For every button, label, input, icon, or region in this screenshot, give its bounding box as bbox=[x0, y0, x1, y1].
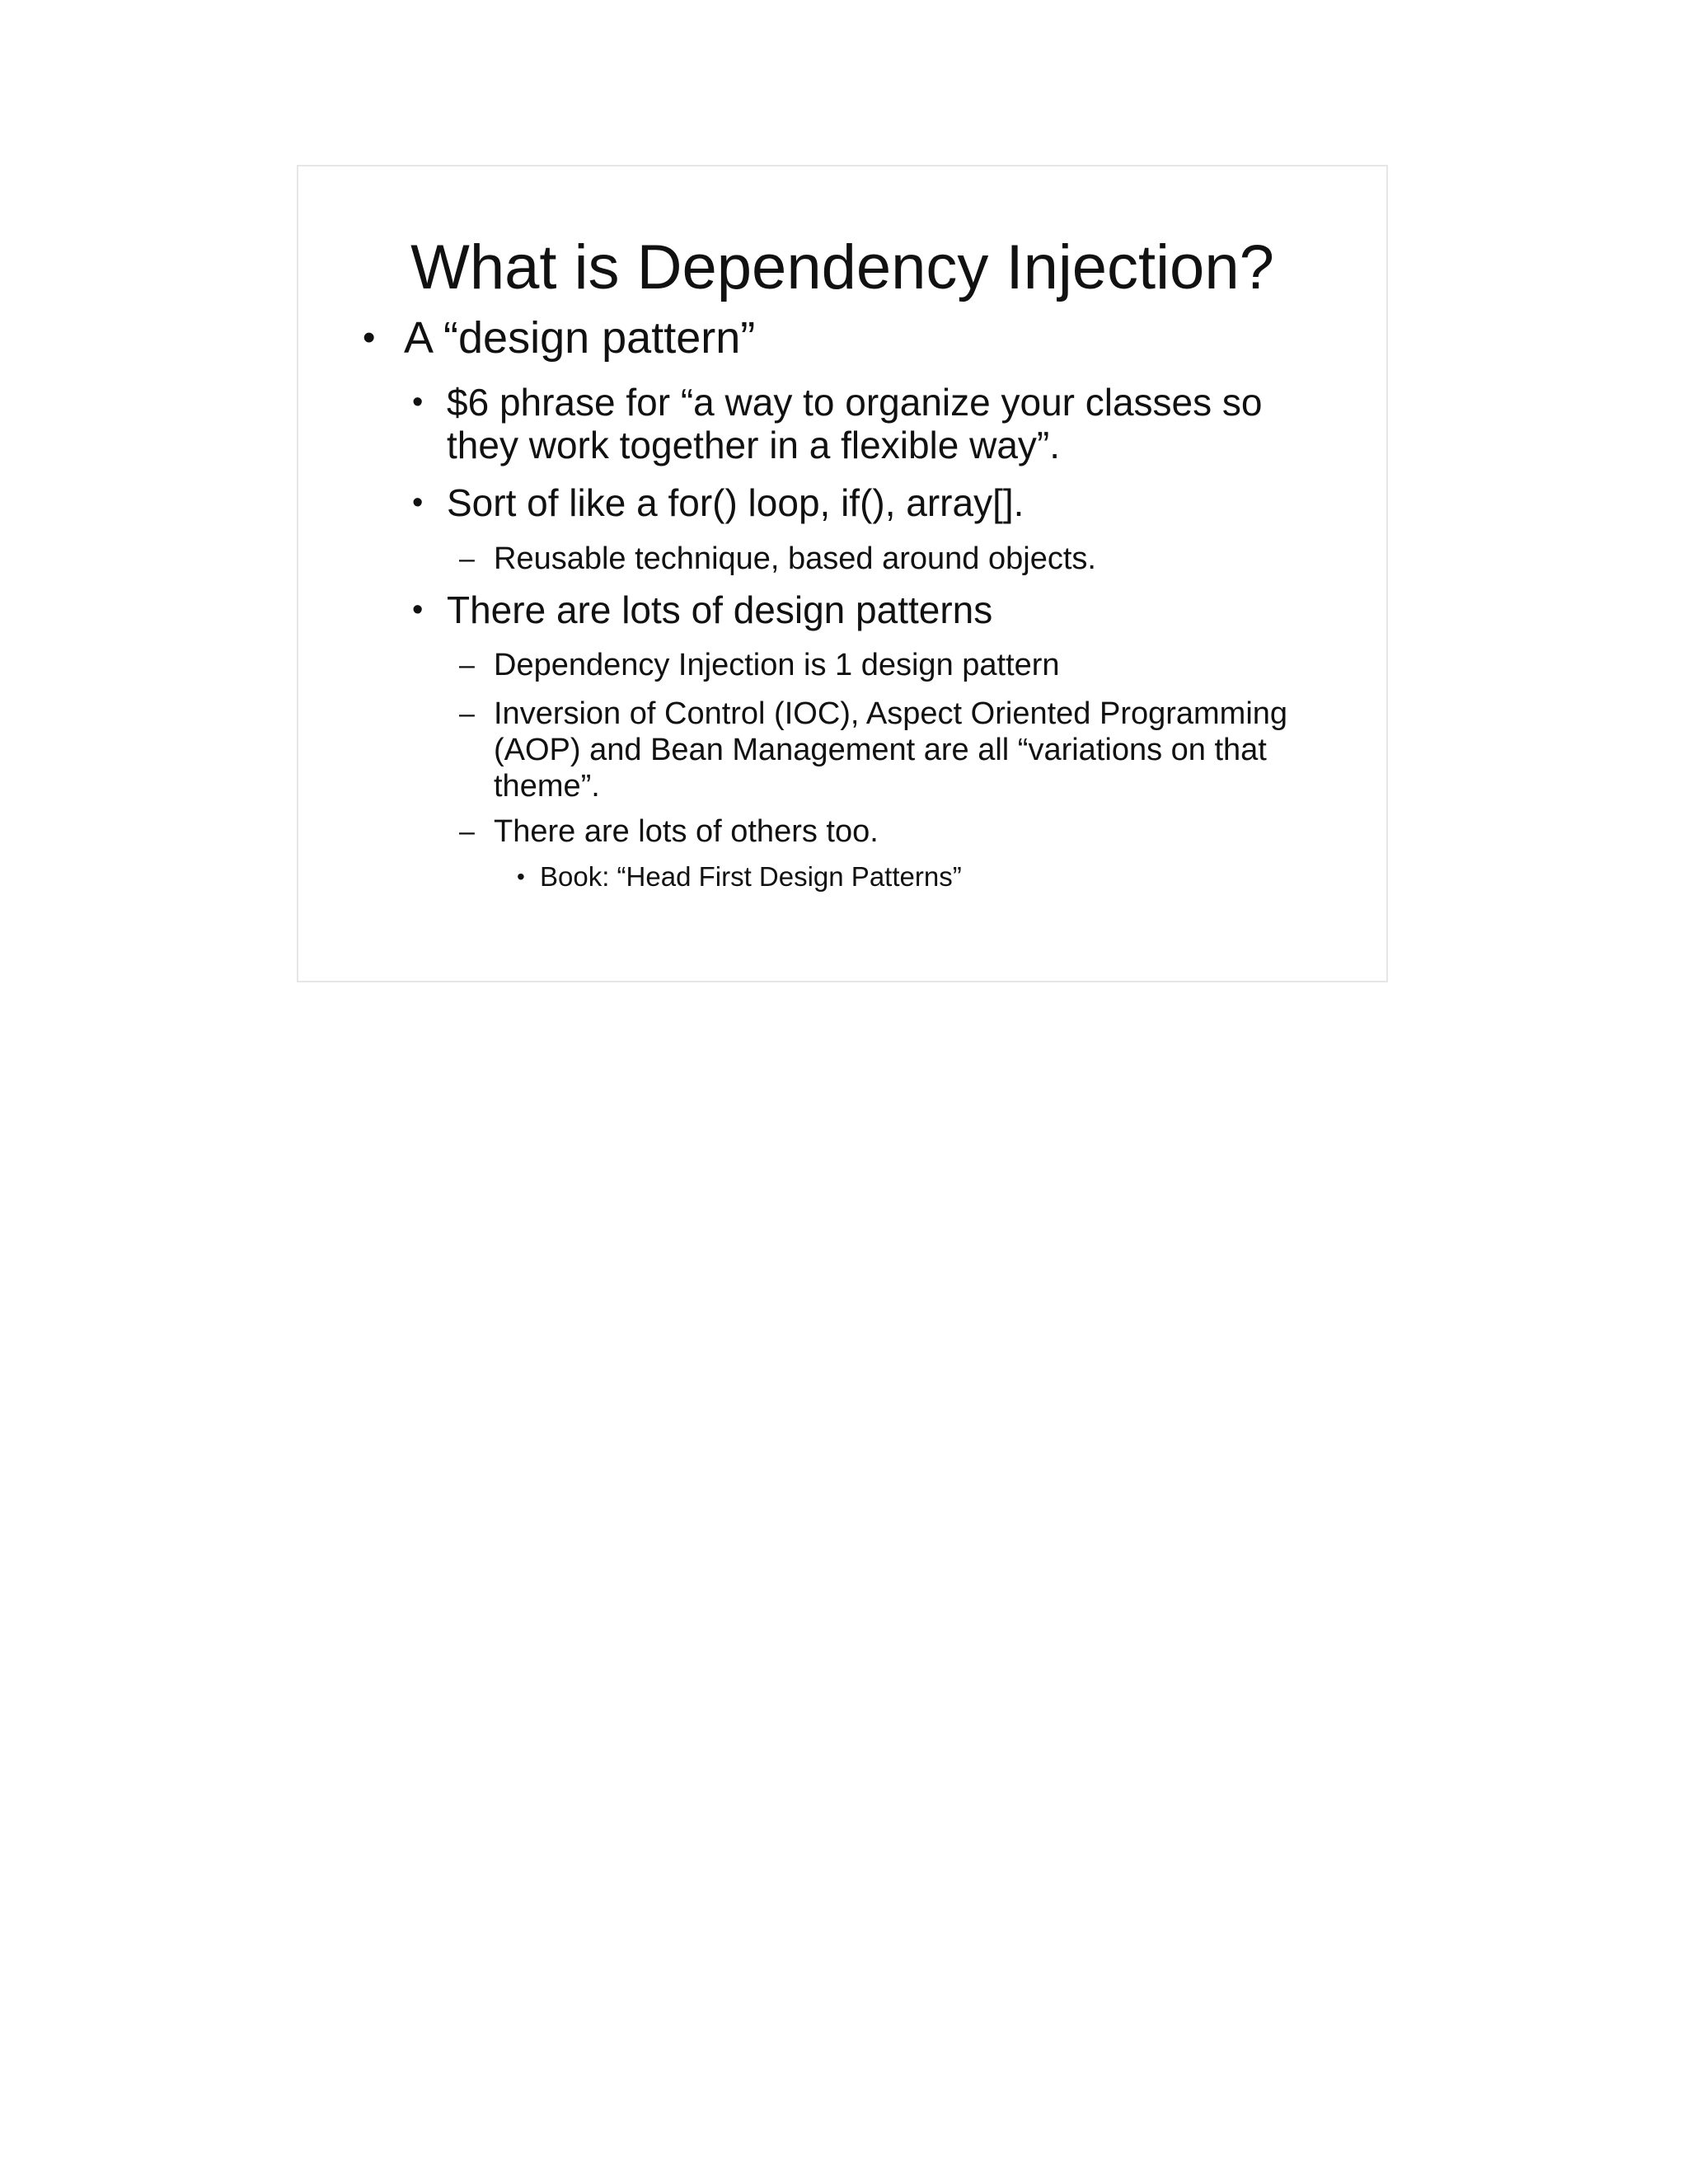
bullet-text-line-2: they work together in a flexible way”. bbox=[447, 424, 1061, 466]
bullet-marker: • bbox=[412, 385, 424, 419]
sub-bullet-reusable-technique bbox=[459, 541, 1096, 577]
sub-bullet-text: There are lots of others too. bbox=[494, 814, 879, 849]
bullet-six-dollar-phrase bbox=[412, 381, 1263, 466]
sub-bullet-text-line-1: Inversion of Control (IOC), Aspect Oriented Programming bbox=[494, 696, 1288, 731]
sub-bullet-di-is-one-pattern bbox=[459, 647, 1060, 683]
sub-bullet-text-line-3: theme”. bbox=[494, 769, 600, 804]
sub-bullet-ioc-aop-variations bbox=[459, 696, 1288, 804]
bullet-marker: • bbox=[517, 864, 525, 889]
bullet-text: There are lots of design patterns bbox=[447, 588, 993, 631]
sub-sub-bullet-book bbox=[517, 861, 962, 893]
dash-marker: – bbox=[459, 698, 475, 729]
bullet-sort-of-like-loop bbox=[412, 481, 1025, 524]
bullet-lots-of-design-patterns bbox=[412, 588, 993, 631]
bullet-marker: • bbox=[412, 485, 424, 520]
bullet-text: A “design pattern” bbox=[404, 313, 756, 363]
sub-bullet-lots-of-others bbox=[459, 813, 879, 850]
slide bbox=[297, 165, 1388, 982]
bullet-text-line-1: $6 phrase for “a way to organize your classes so bbox=[447, 381, 1263, 424]
dash-marker: – bbox=[459, 543, 475, 574]
bullet-marker: • bbox=[363, 317, 376, 358]
bullet-text: Sort of like a for() loop, if(), array[]. bbox=[447, 481, 1025, 524]
sub-bullet-text: Reusable technique, based around objects. bbox=[494, 541, 1096, 576]
slide-title: What is Dependency Injection? bbox=[410, 232, 1274, 302]
sub-bullet-text-line-2: (AOP) and Bean Management are all “variations on that bbox=[494, 733, 1267, 767]
dash-marker: – bbox=[459, 649, 475, 681]
bullet-marker: • bbox=[412, 593, 424, 627]
sub-bullet-text: Dependency Injection is 1 design pattern bbox=[494, 648, 1060, 682]
bullet-design-pattern bbox=[363, 313, 756, 363]
sub-sub-bullet-text: Book: “Head First Design Patterns” bbox=[540, 861, 962, 892]
dash-marker: – bbox=[459, 816, 475, 847]
